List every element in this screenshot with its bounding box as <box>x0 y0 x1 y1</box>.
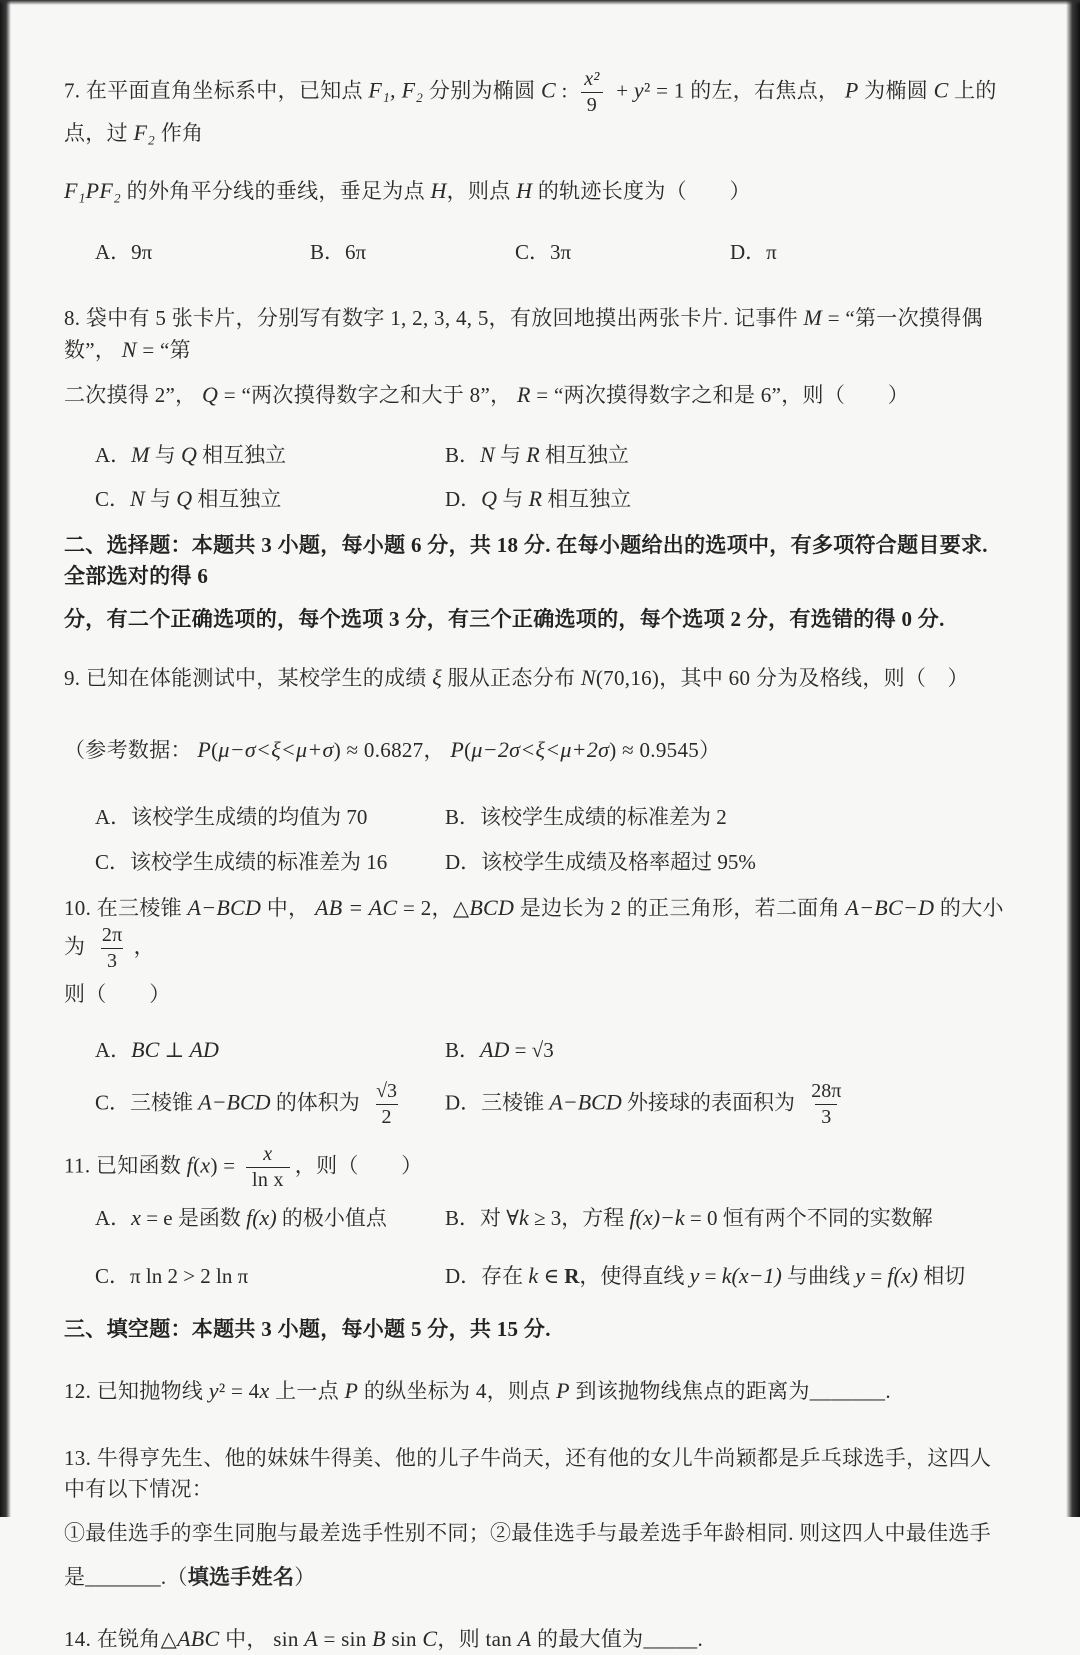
question-8-options-row-1 <box>64 439 1008 471</box>
question-13 <box>64 1443 1008 1593</box>
question-7-line-2: F₁PF₂ 的外角平分线的垂线，垂足为点 H，则点 H 的轨迹长度为（ ） <box>64 178 751 203</box>
scan-edge-right <box>1066 0 1080 1517</box>
question-8-option-b: B．N 与 R 相互独立 <box>445 442 629 467</box>
fraction: $\frac{x}{\text{ln x}}$ <box>246 1143 290 1192</box>
question-8-option-c: C．N 与 Q 相互独立 <box>95 486 282 511</box>
question-11-options-row-1 <box>64 1202 1008 1234</box>
question-7-option-a: A．9π <box>95 240 153 264</box>
section-3-header <box>64 1314 1008 1345</box>
question-9-option-d: D．该校学生成绩及格率超过 95% <box>445 850 756 874</box>
question-13-line-2: ①最佳选手的孪生同胞与最差选手性别不同；②最佳选手与最差选手年龄相同. 则这四人中最佳选手 <box>64 1521 991 1545</box>
question-8-option-d: D．Q 与 R 相互独立 <box>445 486 632 511</box>
question-7 <box>64 68 1008 268</box>
question-10-options-row-2 <box>64 1080 1008 1129</box>
scan-edge-left <box>0 0 11 1517</box>
exam-page-content <box>64 50 1008 1655</box>
question-14-line-1: 14. 在锐角△ABC 中， sin A = sin B sin C，则 tan A 的最大值为_____. <box>64 1626 704 1651</box>
question-10-line-1: 10. 在三棱锥 A−BCD 中， AB = AC = 2，△BCD 是边长为 2 的正三角形，若二面角 A−BC−D 的大小为 $\frac{2\pi}{3}$ ， <box>64 895 1004 972</box>
question-10-option-b: B．AD = √3 <box>445 1037 554 1062</box>
question-8-line-1: 8. 袋中有 5 张卡片，分别写有数字 1, 2, 3, 4, 5，有放回地摸出两张卡片. 记事件 M = “第一次摸得偶数”， N = “第 <box>64 305 983 362</box>
question-7-line-1: 7. 在平面直角坐标系中，已知点 F₁, F₂ 分别为椭圆 C : $\frac{\text{x²}}{9}$ + y² = 1 的左，右焦点， P 为椭圆 C 上的点，过 F₂ 作角 <box>64 68 997 145</box>
question-9-line-1: 9. 已知在体能测试中，某校学生的成绩 ξ 服从正态分布 N(70,16)，其中 60 分为及格线，则（ ） <box>64 665 969 690</box>
question-9-option-c: C．该校学生成绩的标准差为 16 <box>95 850 388 874</box>
question-13-line-1: 13. 牛得亨先生、他的妹妹牛得美、他的儿子牛尚天，还有他的女儿牛尚颖都是乒乓球选手，这四人中有以下情况： <box>64 1446 992 1501</box>
question-11-option-a: A．x = e 是函数 f(x) 的极小值点 <box>95 1205 387 1230</box>
question-13-line-3: 是_______.（填选手姓名） <box>64 1565 316 1589</box>
question-9-reference-data: （参考数据： P(μ−σ<ξ<μ+σ) ≈ 0.6827， P(μ−2σ<ξ<μ+2σ) ≈ 0.9545） <box>64 737 721 762</box>
question-8-line-2: 二次摸得 2”， Q = “两次摸得数字之和大于 8”， R = “两次摸得数字之和是 6”，则（ ） <box>64 382 910 407</box>
section-3-header-line-1: 三、填空题：本题共 3 小题，每小题 5 分，共 15 分. <box>64 1317 551 1341</box>
question-9-options-row-1 <box>64 802 1008 833</box>
question-8-options-row-2 <box>64 483 1008 515</box>
fraction: $\frac{28\pi}{3}$ <box>811 1080 842 1128</box>
question-10 <box>64 892 1008 1129</box>
question-8 <box>64 302 1008 515</box>
question-9-options-row-2 <box>64 847 1008 878</box>
question-11-option-b: B．对 ∀k ≥ 3，方程 f(x)−k = 0 恒有两个不同的实数解 <box>445 1205 933 1230</box>
scan-edge-top <box>0 0 1080 5</box>
question-11-option-d: D．存在 k ∈ R，使得直线 y = k(x−1) 与曲线 y = f(x) 相切 <box>445 1263 966 1288</box>
question-10-option-a: A．BC ⊥ AD <box>95 1037 219 1062</box>
section-2-header-line-1: 二、选择题：本题共 3 小题，每小题 6 分，共 18 分. 在每小题给出的选项中，有多项符合题目要求.全部选对的得 6 <box>64 533 988 588</box>
question-7-option-b: B．6π <box>310 240 367 264</box>
fraction: $\frac{2\pi}{3}$ <box>101 924 123 972</box>
question-10-option-d: D．三棱锥 A−BCD 外接球的表面积为 $\frac{28\pi}{3}$ <box>445 1080 852 1129</box>
question-10-options-row-1 <box>64 1034 1008 1066</box>
question-7-option-c: C．3π <box>515 240 572 264</box>
question-11-line-1: 11. 已知函数 f(x) = $\frac{x}{\text{ln x}}$ ，则（ ） <box>64 1143 423 1191</box>
question-11-option-c: C．π ln 2 > 2 ln π <box>95 1263 249 1288</box>
question-12-line-1: 12. 已知抛物线 y² = 4x 上一点 P 的纵坐标为 4，则点 P 到该抛物线焦点的距离为_______. <box>64 1378 891 1403</box>
question-11 <box>64 1143 1008 1292</box>
fraction: $\frac{\text{x²}}{9}$ <box>578 68 605 117</box>
question-14 <box>64 1623 1008 1655</box>
question-7-options <box>64 237 1008 268</box>
question-9-option-a: A．该校学生成绩的均值为 70 <box>95 805 368 829</box>
question-10-line-2: 则（ ） <box>64 982 171 1006</box>
question-9 <box>64 662 1008 878</box>
question-8-option-a: A．M 与 Q 相互独立 <box>95 442 287 467</box>
question-9-option-b: B．该校学生成绩的标准差为 2 <box>445 805 727 829</box>
question-11-options-row-2 <box>64 1260 1008 1292</box>
section-2-header-line-2: 分，有二个正确选项的，每个选项 3 分，有三个正确选项的，每个选项 2 分，有选错的得 0 分. <box>64 607 945 631</box>
question-12 <box>64 1375 1008 1407</box>
question-10-option-c: C．三棱锥 A−BCD 的体积为 $\frac{√3}{2}$ <box>95 1080 445 1129</box>
section-2-header <box>64 530 1008 635</box>
fraction: $\frac{√3}{2}$ <box>376 1080 398 1128</box>
question-7-option-d: D．π <box>730 240 777 264</box>
